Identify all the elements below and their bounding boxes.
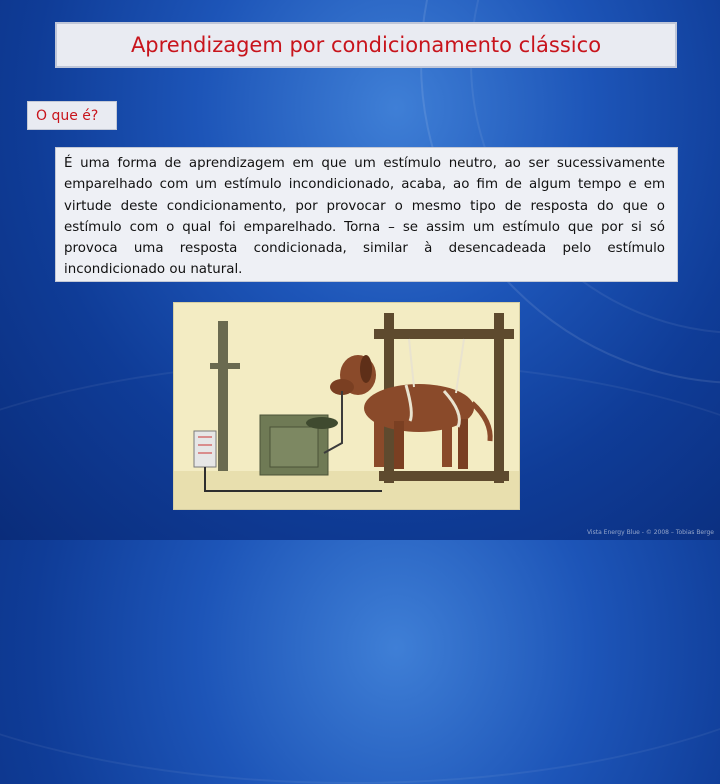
definition-text: É uma forma de aprendizagem em que um estímulo neutro, ao ser sucessivamente emparelhado com um estímulo incondicionado, acaba, ao fim de algum tempo e em virtude deste condicionamento, por provocar o mesmo tipo de resposta do que o estímulo com o qual foi emparelhado. Torna – se assim um estímulo que por si só provoca uma resposta condicionada, similar à desencadeada pelo estímulo incondicionado ou natural. (64, 156, 665, 278)
dog-tail (472, 403, 490, 441)
footer-credit: Vista Energy Blue - © 2008 – Tobias Berge (586, 529, 714, 536)
question-box (27, 101, 117, 130)
definition-box (55, 147, 678, 282)
left-post (218, 321, 228, 471)
question-label: O que é? (36, 107, 99, 124)
title-box (55, 22, 677, 68)
pavlov-dog-illustration (173, 302, 520, 510)
slide-title: Aprendizagem por condicionamento clássico (130, 33, 602, 57)
frame-beam (374, 329, 514, 339)
food-bowl (306, 417, 338, 429)
recorder (194, 431, 216, 467)
pavlov-experiment-drawing (174, 303, 519, 509)
